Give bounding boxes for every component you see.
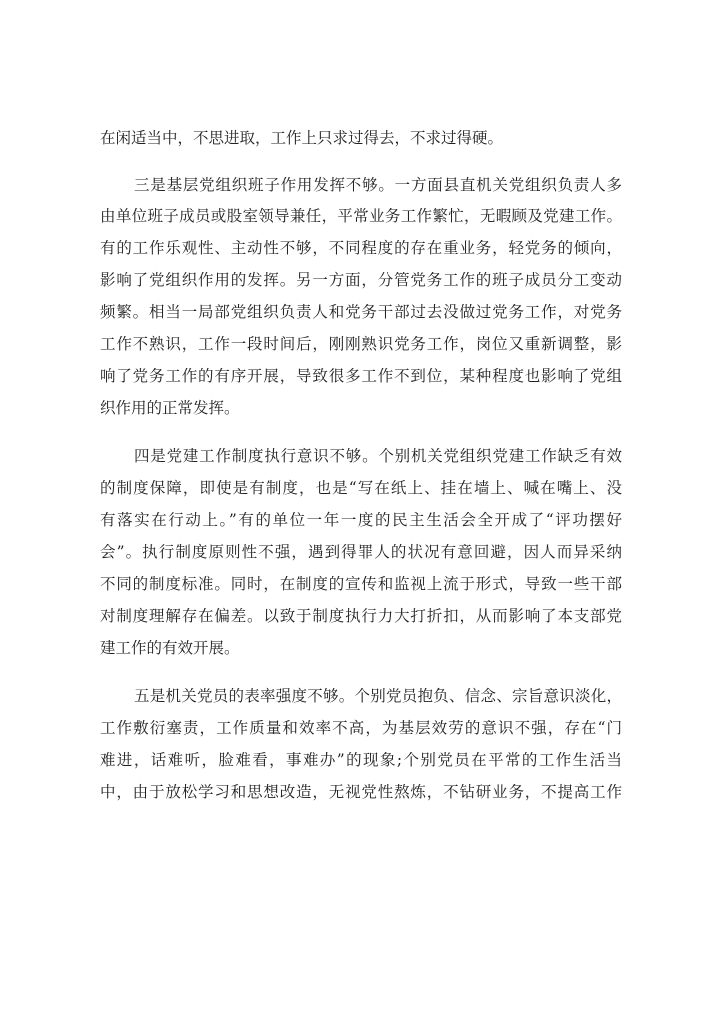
text-line: 工作敷衍塞责，工作质量和效率不高，为基层效劳的意识不强，存在“门 <box>100 719 622 737</box>
text-line: 在闲适当中，不思进取，工作上只求过得去，不求过得硬。 <box>100 129 504 147</box>
text-line: 织作用的正常发挥。 <box>100 399 240 417</box>
text-line: 工作不熟识，工作一段时间后，刚刚熟识党务工作，岗位又重新调整，影 <box>100 335 622 353</box>
text-line: 频繁。相当一局部党组织负责人和党务干部过去没做过党务工作，对党务 <box>100 303 622 321</box>
text-line: 会”。执行制度原则性不强，遇到得罪人的状况有意回避，因人而异采纳 <box>100 543 622 561</box>
text-line: 的制度保障，即使是有制度，也是“写在纸上、挂在墙上、喊在嘴上、没 <box>100 479 622 497</box>
text-line: 由单位班子成员或股室领导兼任，平常业务工作繁忙，无暇顾及党建工作。 <box>100 207 622 225</box>
text-line: 建工作的有效开展。 <box>100 639 240 657</box>
paragraph-first-line: 三是基层党组织班子作用发挥不够。一方面县直机关党组织负责人多 <box>134 176 622 194</box>
text-line: 影响了党组织作用的发挥。另一方面，分管党务工作的班子成员分工变动 <box>100 271 622 289</box>
text-line: 不同的制度标准。同时，在制度的宣传和监视上流于形式，导致一些干部 <box>100 575 622 593</box>
text-line: 响了党务工作的有序开展，导致很多工作不到位，某种程度也影响了党组 <box>100 367 622 385</box>
text-line: 难进，话难听，脸难看，事难办”的现象;个别党员在平常的工作生活当 <box>100 751 622 769</box>
paragraph-first-line: 五是机关党员的表率强度不够。个别党员抱负、信念、宗旨意识淡化， <box>134 687 622 705</box>
text-line: 有的工作乐观性、主动性不够，不同程度的存在重业务，轻党务的倾向， <box>100 239 622 257</box>
text-line: 有落实在行动上。”有的单位一年一度的民主生活会全开成了“评功摆好 <box>100 511 622 529</box>
paragraph-first-line: 四是党建工作制度执行意识不够。个别机关党组织党建工作缺乏有效 <box>134 447 622 465</box>
text-line: 中，由于放松学习和思想改造，无视党性熬炼，不钻研业务，不提高工作 <box>100 783 622 801</box>
text-line: 对制度理解存在偏差。以致于制度执行力大打折扣，从而影响了本支部党 <box>100 607 622 625</box>
